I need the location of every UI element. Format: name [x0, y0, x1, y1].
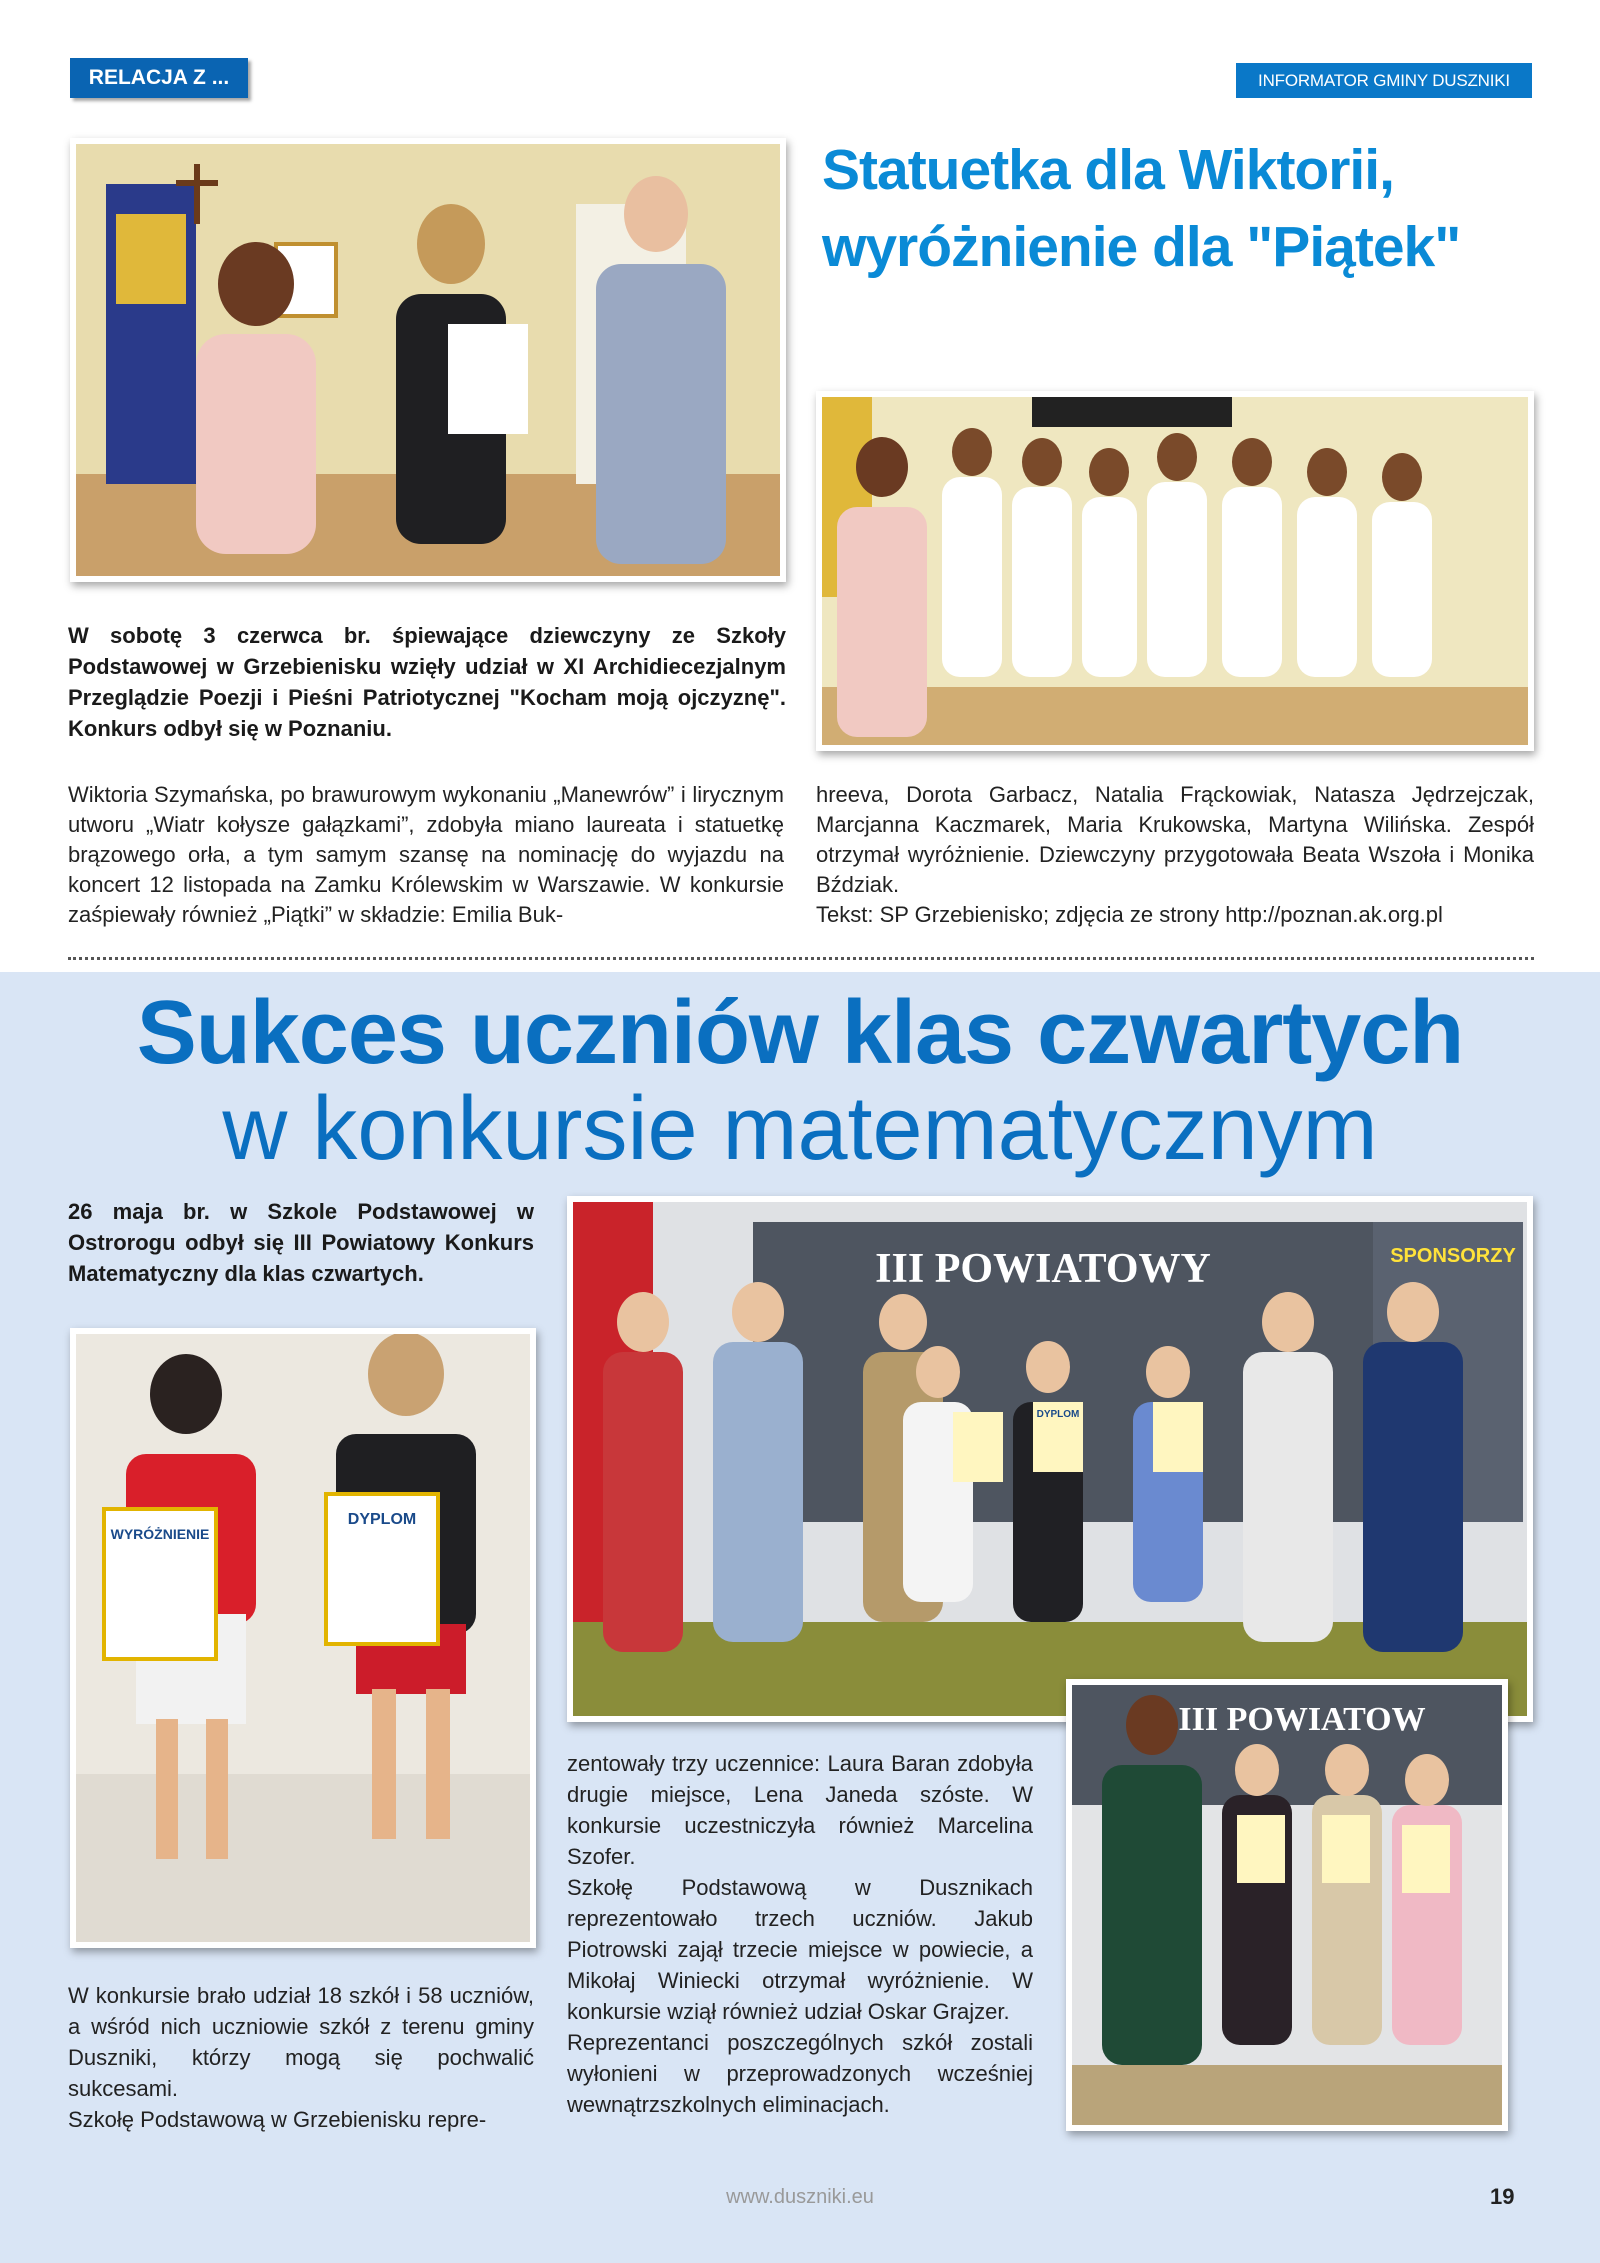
article1-lead: W sobotę 3 czerwca br. śpiewające dziewczyny ze Szkoły Podstawowej w Grzebienisku wzięły udział w XI Archidiecezjalnym Przeglądzie Poezji i Pieśni Patriotycznej "Kocham moją ojczyznę". Konkurs odbył się w Poznaniu.	[68, 623, 786, 741]
section-tag: RELACJA Z ...	[70, 58, 248, 98]
article1-credit: Tekst: SP Grzebienisko; zdjęcia ze strony http://poznan.ak.org.pl	[816, 902, 1443, 927]
article2-col1-p2: Szkołę Podstawową w Grzebienisku repre-	[68, 2107, 487, 2132]
article2-lead: 26 maja br. w Szkole Podstawowej w Ostrorogu odbył się III Powiatowy Konkurs Matematyczny dla klas czwartych.	[68, 1199, 534, 1286]
article2-body-col1	[68, 1980, 534, 2135]
photo-group-contest	[567, 1196, 1533, 1722]
publication-tag: INFORMATOR GMINY DUSZNIKI	[1236, 63, 1532, 98]
article1-body-left: Wiktoria Szymańska, po brawurowym wykonaniu „Manewrów” i lirycznym utworu „Wiatr kołysze gałązkami”, zdobyła miano laureata i statuetkę brązowego orła, a tym samym szansę na nominację do wyjazdu na koncert 12 listopada na Zamku Królewskim w Warszawie. W konkursie zaśpiewały również „Piątki” w składzie: Emilia Buk-	[68, 782, 784, 927]
article1-body-right: hreeva, Dorota Garbacz, Natalia Frąckowiak, Natasza Jędrzejczak, Marcjanna Kaczmarek, Maria Krukowska, Martyna Wilińska. Zespół otrzymał wyróżnienie. Dziewczyny przygotowała Beata Wszoła i Monika Bździak.	[816, 782, 1534, 897]
photo-singing-group	[816, 391, 1534, 751]
article2-title: Sukces uczniów klas czwartych	[136, 983, 1464, 1083]
article2-col2-p2: Szkołę Podstawową w Dusznikach reprezentowało trzech uczniów. Jakub Piotrowski zajął trzecie miejsce w powiecie, a Mikołaj Winiecki otrzymał wyróżnienie. W konkursie wziął również udział Oskar Grajzer.	[567, 1875, 1033, 2024]
banner-small-text: III POWIATOW	[1178, 1701, 1426, 1738]
article1-title: Statuetka dla Wiktorii, wyróżnienie dla "Piątek"	[822, 138, 1461, 279]
article2-body-col2	[567, 1748, 1033, 2120]
article2-col2-p1: zentowały trzy uczennice: Laura Baran zdobyła drugie miejsce, Lena Janeda szóste. W konkursie uczestniczyła również Marcelina Szofer.	[567, 1751, 1033, 1869]
page-number: 19	[1490, 2184, 1515, 2209]
footer-url: www.duszniki.eu	[726, 2186, 874, 2208]
article2-col1-p1: W konkursie brało udział 18 szkół i 58 uczniów, a wśród nich uczniowie szkół z terenu gminy Duszniki, którzy mogą się pochwalić sukcesami.	[68, 1983, 534, 2101]
diploma-text-2: DYPLOM	[1036, 1409, 1080, 1420]
section-divider	[68, 957, 1534, 960]
photo-award-ceremony	[70, 138, 786, 582]
distinction-text: WYRÓŻNIENIE	[110, 1526, 210, 1542]
photo-teacher-girls	[1066, 1679, 1508, 2131]
article2-col2-p3: Reprezentanci poszczególnych szkół zostali wyłonieni w przeprowadzonych wcześniej wewnątrzszkolnych eliminacjach.	[567, 2030, 1033, 2117]
banner-text: III POWIATOWY	[875, 1246, 1211, 1292]
diploma-text-1: DYPLOM	[347, 1511, 417, 1528]
photo-boys-diplomas	[70, 1328, 536, 1948]
article1-body-right-column	[816, 780, 1534, 930]
sponsors-text: SPONSORZY	[1390, 1245, 1516, 1267]
article2-subtitle: w konkursie matematycznym	[222, 1079, 1378, 1179]
